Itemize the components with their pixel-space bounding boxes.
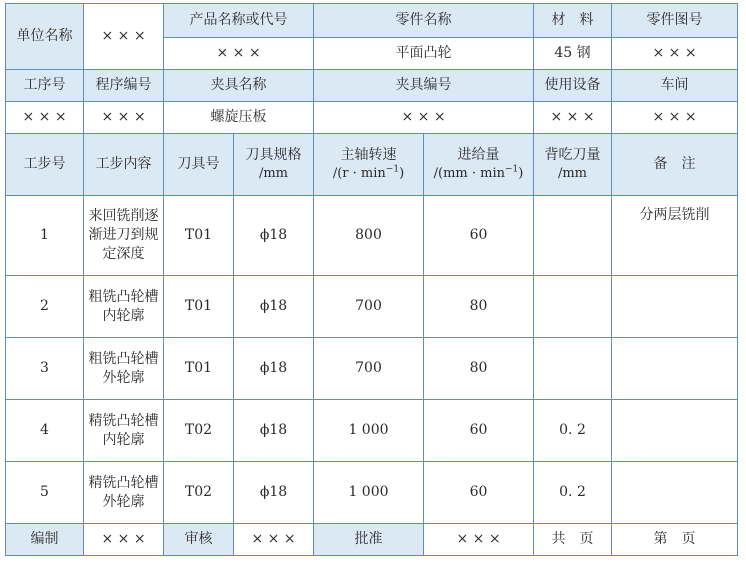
step-remark: [612, 462, 738, 524]
step-remark: [612, 338, 738, 400]
step-spec: ϕ18: [234, 400, 314, 462]
step-depth: [534, 338, 612, 400]
compiled-label: 编制: [6, 524, 84, 556]
step-tool: T01: [164, 276, 234, 338]
tool-spec-header: [234, 134, 314, 196]
feed-unit: $/(mm \cdot \min^{-1})$: [433, 164, 524, 182]
material-label: 材 料: [534, 4, 612, 38]
step-feed: 80: [424, 276, 534, 338]
step-tool: T02: [164, 462, 234, 524]
depth-header: [534, 134, 612, 196]
step-no: 3: [6, 338, 84, 400]
part-drawing-label: 零件图号: [612, 4, 738, 38]
tool-no-header: 刀具号: [164, 134, 234, 196]
step-content: 粗铣凸轮槽外轮廓: [84, 338, 164, 400]
step-remark: [612, 276, 738, 338]
workshop-value: × × ×: [612, 102, 738, 134]
step-tool: T01: [164, 196, 234, 276]
step-speed: 800: [314, 196, 424, 276]
feed-title: 进给量: [457, 147, 500, 164]
program-no-value: × × ×: [84, 102, 164, 134]
part-name-value: 平面凸轮: [314, 38, 534, 70]
step-content: 精铣凸轮槽内轮廓: [84, 400, 164, 462]
fixture-name-label: 夹具名称: [164, 70, 314, 102]
step-feed: 60: [424, 400, 534, 462]
step-speed: 700: [314, 338, 424, 400]
step-content: 粗铣凸轮槽内轮廓: [84, 276, 164, 338]
spindle-speed-unit: $/(r \cdot \min^{-1})$: [332, 164, 405, 182]
step-feed: 60: [424, 462, 534, 524]
table-row: [6, 196, 738, 276]
reviewed-label: 审核: [164, 524, 234, 556]
step-spec: ϕ18: [234, 276, 314, 338]
step-depth: [534, 196, 612, 276]
step-no: 1: [6, 196, 84, 276]
approved-value: × × ×: [424, 524, 534, 556]
process-no-value: × × ×: [6, 102, 84, 134]
step-content: 精铣凸轮槽外轮廓: [84, 462, 164, 524]
approved-label: 批准: [314, 524, 424, 556]
step-content-header: 工步内容: [84, 134, 164, 196]
process-no-label: 工序号: [6, 70, 84, 102]
remark-header: 备 注: [612, 134, 738, 196]
step-feed: 60: [424, 196, 534, 276]
spindle-speed-title: 主轴转速: [340, 147, 397, 164]
step-tool: T01: [164, 338, 234, 400]
compiled-value: × × ×: [84, 524, 164, 556]
table-row: [6, 462, 738, 524]
fixture-no-label: 夹具编号: [314, 70, 534, 102]
fixture-no-value: × × ×: [314, 102, 534, 134]
fixture-name-value: 螺旋压板: [164, 102, 314, 134]
step-no: 4: [6, 400, 84, 462]
step-tool: T02: [164, 400, 234, 462]
step-no-header: 工步号: [6, 134, 84, 196]
step-no: 5: [6, 462, 84, 524]
table-row: [6, 400, 738, 462]
step-no: 2: [6, 276, 84, 338]
step-speed: 700: [314, 276, 424, 338]
step-spec: ϕ18: [234, 462, 314, 524]
step-depth: [534, 276, 612, 338]
tool-spec-unit: /mm: [258, 166, 289, 182]
step-spec: ϕ18: [234, 338, 314, 400]
tool-spec-title: 刀具规格: [245, 147, 302, 164]
process-card: [5, 3, 738, 556]
step-content: 来回铣削逐渐进刀到规定深度: [84, 196, 164, 276]
part-name-label: 零件名称: [314, 4, 534, 38]
workshop-label: 车间: [612, 70, 738, 102]
total-pages-label: 共 页: [534, 524, 612, 556]
step-feed: 80: [424, 338, 534, 400]
equipment-value: × × ×: [534, 102, 612, 134]
process-card-table: [5, 3, 738, 556]
step-depth: 0. 2: [534, 400, 612, 462]
part-drawing-value: × × ×: [612, 38, 738, 70]
product-value: × × ×: [164, 38, 314, 70]
spindle-speed-header: [314, 134, 424, 196]
feed-header: [424, 134, 534, 196]
step-speed: 1 000: [314, 400, 424, 462]
program-no-label: 程序编号: [84, 70, 164, 102]
step-remark: 分两层铣削: [612, 196, 738, 276]
equipment-label: 使用设备: [534, 70, 612, 102]
step-spec: ϕ18: [234, 196, 314, 276]
product-label: 产品名称或代号: [164, 4, 314, 38]
page-no-label: 第 页: [612, 524, 738, 556]
depth-unit: /mm: [557, 166, 588, 182]
unit-name-value: × × ×: [84, 4, 164, 70]
table-row: [6, 276, 738, 338]
material-value: 45 钢: [534, 38, 612, 70]
table-row: [6, 338, 738, 400]
reviewed-value: × × ×: [234, 524, 314, 556]
step-remark: [612, 400, 738, 462]
depth-title: 背吃刀量: [544, 147, 601, 164]
step-depth: 0. 2: [534, 462, 612, 524]
unit-name-label: 单位名称: [6, 4, 84, 70]
step-speed: 1 000: [314, 462, 424, 524]
